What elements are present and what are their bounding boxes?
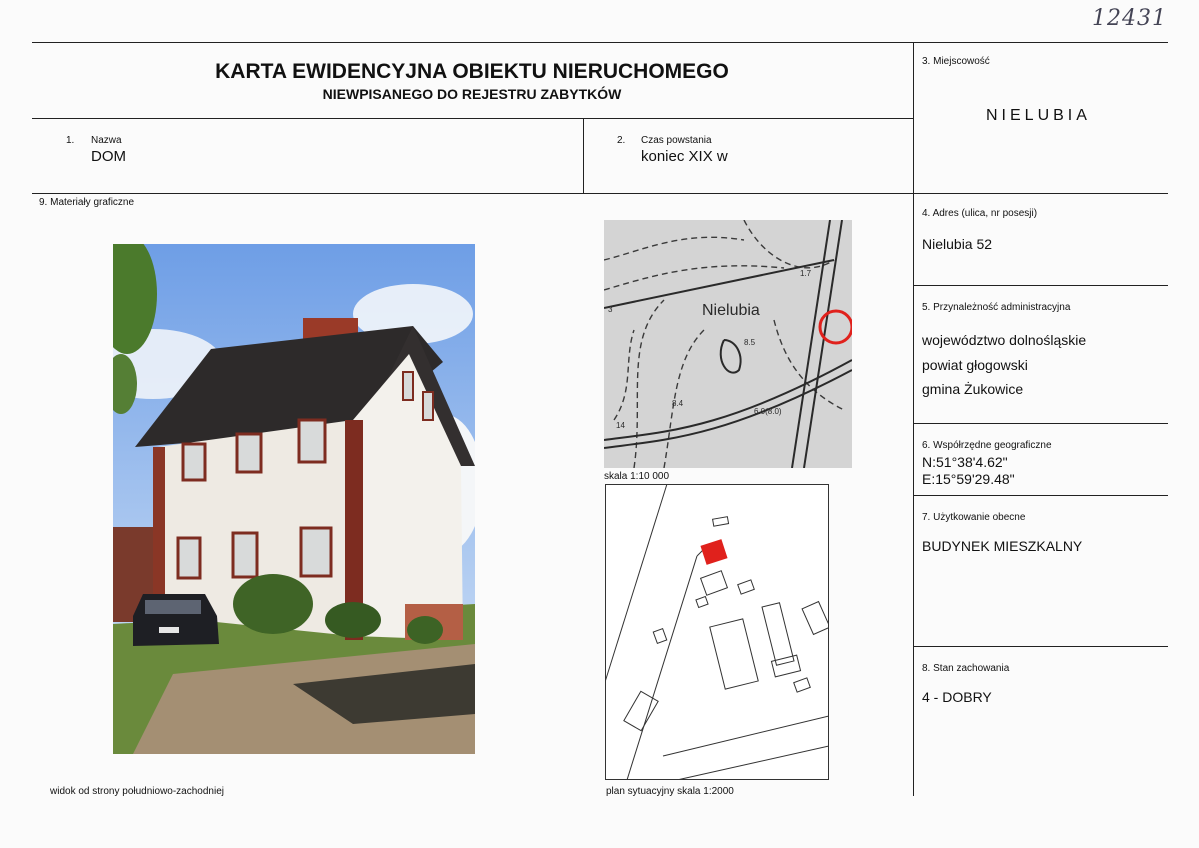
card-title: KARTA EWIDENCYJNA OBIEKTU NIERUCHOMEGO (215, 60, 729, 83)
frame-right-column-divider (913, 42, 914, 796)
field-address-value: Nielubia 52 (922, 236, 993, 252)
field-graphics-label: 9. Materiały graficzne (39, 197, 135, 208)
field-condition-label: 8. Stan zachowania (922, 663, 1010, 674)
site-plan (605, 484, 829, 780)
frame-line-4 (914, 285, 1168, 286)
map-caption: skala 1:10 000 (604, 471, 670, 482)
svg-text:1.7: 1.7 (800, 269, 812, 278)
frame-line-5 (914, 423, 1168, 424)
field-time-number: 2. (617, 135, 626, 146)
svg-text:14: 14 (616, 421, 625, 430)
svg-text:3: 3 (608, 305, 613, 314)
field-name-number: 1. (66, 135, 75, 146)
frame-top-line (32, 42, 1168, 43)
field-use-label: 7. Użytkowanie obecne (922, 512, 1026, 523)
field-coords-east: E:15°59'29.48" (922, 471, 1015, 487)
field-coords-north: N:51°38'4.62" (922, 454, 1008, 470)
site-plan-caption: plan sytuacyjny skala 1:2000 (606, 786, 734, 797)
handwritten-reference-number: 12431 (1092, 6, 1167, 31)
map-place-label: Nielubia (702, 302, 760, 319)
frame-header-bottom-line (32, 118, 914, 119)
svg-text:8.5: 8.5 (744, 338, 756, 347)
frame-line-6 (914, 495, 1168, 496)
field-condition-value: 4 - DOBRY (922, 689, 992, 705)
building-photo (113, 244, 475, 754)
field-locality-label: 3. Miejscowość (922, 56, 990, 67)
svg-text:6.0(8.0): 6.0(8.0) (754, 407, 782, 416)
card-subtitle: NIEWPISANEGO DO REJESTRU ZABYTKÓW (322, 86, 622, 102)
frame-line-7 (914, 646, 1168, 647)
field-time-label: Czas powstania (641, 135, 712, 146)
field-locality-value: NIELUBIA (986, 107, 1091, 124)
field-address-label: 4. Adres (ulica, nr posesji) (922, 208, 1038, 219)
frame-row1-bottom-line (32, 193, 1168, 194)
field-admin-label: 5. Przynależność administracyjna (922, 302, 1071, 313)
topographic-map (604, 220, 852, 468)
field-name-value: DOM (91, 148, 126, 165)
field-name-label: Nazwa (91, 135, 122, 146)
field-coords-label: 6. Współrzędne geograficzne (922, 440, 1052, 451)
photo-caption: widok od strony południowo-zachodniej (50, 786, 224, 797)
field-admin-voivodeship: województwo dolnośląskie (922, 332, 1087, 348)
field-use-value: BUDYNEK MIESZKALNY (922, 538, 1083, 554)
svg-text:8.4: 8.4 (672, 399, 684, 408)
field-time-value: koniec XIX w (641, 148, 728, 165)
frame-name-time-divider (583, 118, 584, 194)
field-admin-county: powiat głogowski (922, 357, 1028, 373)
field-admin-commune: gmina Żukowice (922, 381, 1024, 397)
